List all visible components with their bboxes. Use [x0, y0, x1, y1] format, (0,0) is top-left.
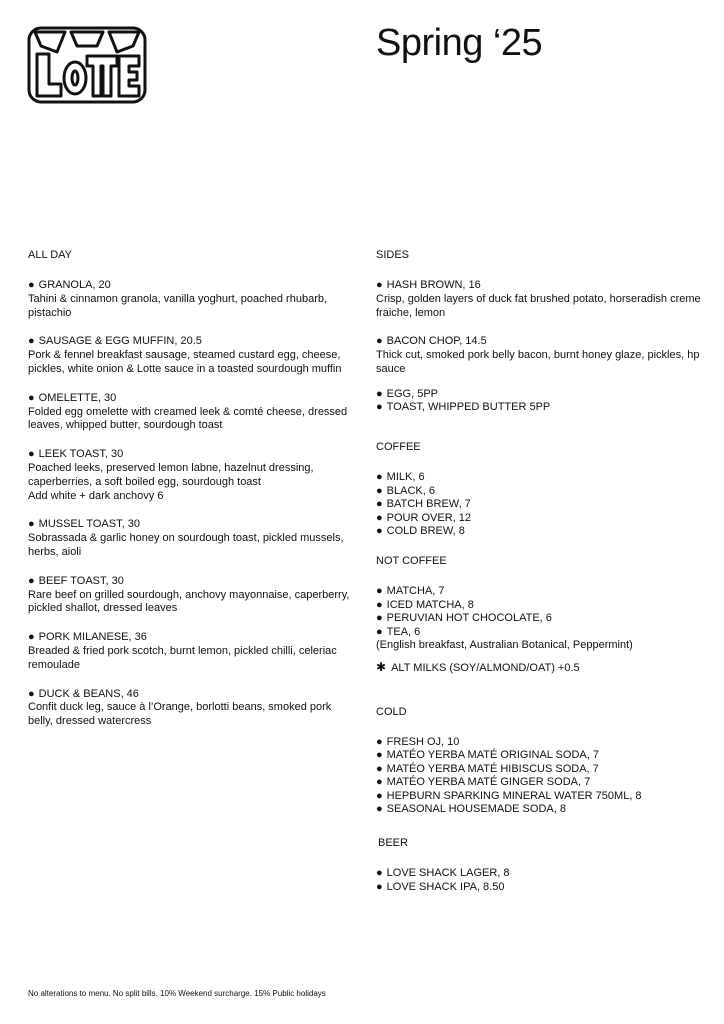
- menu-item: [376, 335, 711, 376]
- coffee-list: [376, 471, 711, 539]
- list-item: ● POUR OVER, 12: [376, 512, 711, 526]
- menu-item-desc: Folded egg omelette with creamed leek & comté cheese, dressed leaves, whipped butter, sourdough toast: [28, 405, 348, 432]
- list-item: ● MATÉO YERBA MATÉ GINGER SODA, 7: [376, 776, 711, 790]
- menu-item-name: ● LEEK TOAST, 30: [28, 448, 123, 460]
- menu-item-name: ● HASH BROWN, 16: [376, 279, 481, 291]
- list-item: ● LOVE SHACK LAGER, 8: [376, 867, 711, 881]
- section-heading: COLD: [376, 705, 407, 718]
- menu-item-name: ● SAUSAGE & EGG MUFFIN, 20.5: [28, 335, 202, 347]
- brand-logo: [27, 26, 147, 104]
- sides-simple-list: [376, 388, 711, 415]
- list-item: ● PERUVIAN HOT CHOCOLATE, 6: [376, 612, 711, 626]
- menu-item-desc: Tahini & cinnamon granola, vanilla yoghurt, poached rhubarb, pistachio: [28, 292, 328, 319]
- menu-item-desc: Breaded & fried pork scotch, burnt lemon, pickled chilli, celeriac remoulade: [28, 644, 337, 671]
- menu-item-desc: Crisp, golden layers of duck fat brushed potato, horseradish creme fraiche, lemon: [376, 292, 701, 319]
- menu-item-name: ● BACON CHOP, 14.5: [376, 335, 487, 347]
- right-column: [376, 249, 711, 909]
- menu-item: [28, 335, 358, 376]
- menu-item: [28, 631, 358, 672]
- menu-item: [28, 518, 358, 559]
- section-heading: SIDES: [376, 249, 410, 261]
- list-item: ● EGG, 5PP: [376, 388, 711, 402]
- menu-item: [28, 448, 358, 503]
- menu-item-name: ● MUSSEL TOAST, 30: [28, 518, 140, 530]
- menu-item-desc: Sobrassada & garlic honey on sourdough toast, pickled mussels, herbs, aioli: [28, 532, 344, 558]
- asterisk-icon: ✱: [376, 659, 387, 674]
- menu-item-name: ● GRANOLA, 20: [28, 279, 111, 291]
- menu-item-addon: Add white + dark anchovy 6: [28, 489, 164, 502]
- alt-milks-line: [376, 661, 711, 676]
- menu-item-name: ● DUCK & BEANS, 46: [28, 688, 139, 700]
- menu-item-desc: Poached leeks, preserved lemon labne, hazelnut dressing, caperberries, a soft boiled egg, sourdough toast: [28, 461, 314, 488]
- menu-item-desc: Pork & fennel breakfast sausage, steamed custard egg, cheese, pickles, white onion & Lotte sauce in a toasted sourdough muffin: [28, 349, 342, 375]
- menu-item: [28, 575, 358, 616]
- cold-list: [376, 736, 711, 818]
- menu-item: [28, 392, 358, 433]
- tea-options-note: (English breakfast, Australian Botanical, Peppermint): [376, 639, 633, 652]
- list-item: ● HEPBURN SPARKING MINERAL WATER 750ML, 8: [376, 790, 711, 804]
- list-item: ● TEA, 6: [376, 626, 711, 640]
- menu-item-name: ● OMELETTE, 30: [28, 392, 116, 404]
- section-heading: BEER: [378, 837, 408, 850]
- section-heading: COFFEE: [376, 440, 421, 453]
- menu-item-desc: Thick cut, smoked pork belly bacon, burnt honey glaze, pickles, hp sauce: [376, 349, 700, 375]
- list-item: ● MILK, 6: [376, 471, 711, 485]
- menu-item-desc: Confit duck leg, sauce à l’Orange, borlotti beans, smoked pork belly, dressed watercress: [28, 701, 332, 728]
- alt-milks-text: ALT MILKS (SOY/ALMOND/OAT) +0.5: [391, 661, 580, 674]
- list-item: ● BLACK, 6: [376, 485, 711, 499]
- list-item: ● LOVE SHACK IPA, 8.50: [376, 881, 711, 895]
- all-day-section: [28, 249, 358, 744]
- menu-item-name: ● BEEF TOAST, 30: [28, 575, 124, 587]
- menu-item: [376, 279, 711, 320]
- list-item: ● BATCH BREW, 7: [376, 498, 711, 512]
- list-item: ● MATÉO YERBA MATÉ HIBISCUS SODA, 7: [376, 763, 711, 777]
- season-title: Spring ‘25: [376, 22, 543, 64]
- menu-item: [28, 688, 358, 729]
- menu-item-name: ● PORK MILANESE, 36: [28, 631, 147, 643]
- section-heading: NOT COFFEE: [376, 554, 447, 567]
- list-item: ● ICED MATCHA, 8: [376, 599, 711, 613]
- list-item: ● SEASONAL HOUSEMADE SODA, 8: [376, 803, 711, 817]
- section-heading: ALL DAY: [28, 249, 73, 261]
- beer-list: [376, 867, 711, 894]
- list-item: ● FRESH OJ, 10: [376, 736, 711, 750]
- list-item: ● COLD BREW, 8: [376, 525, 711, 539]
- menu-item-desc: Rare beef on grilled sourdough, anchovy mayonnaise, caperberry, pickled shallot, dressed leaves: [28, 588, 350, 615]
- list-item: ● TOAST, WHIPPED BUTTER 5PP: [376, 401, 711, 415]
- footer-policy-note: No alterations to menu. No split bills. 10% Weekend surcharge. 15% Public holidays: [28, 989, 326, 998]
- menu-item: [28, 279, 358, 320]
- not-coffee-list: [376, 585, 711, 639]
- lotte-logo-mark: [27, 26, 147, 104]
- list-item: ● MATÉO YERBA MATÉ ORIGINAL SODA, 7: [376, 749, 711, 763]
- list-item: ● MATCHA, 7: [376, 585, 711, 599]
